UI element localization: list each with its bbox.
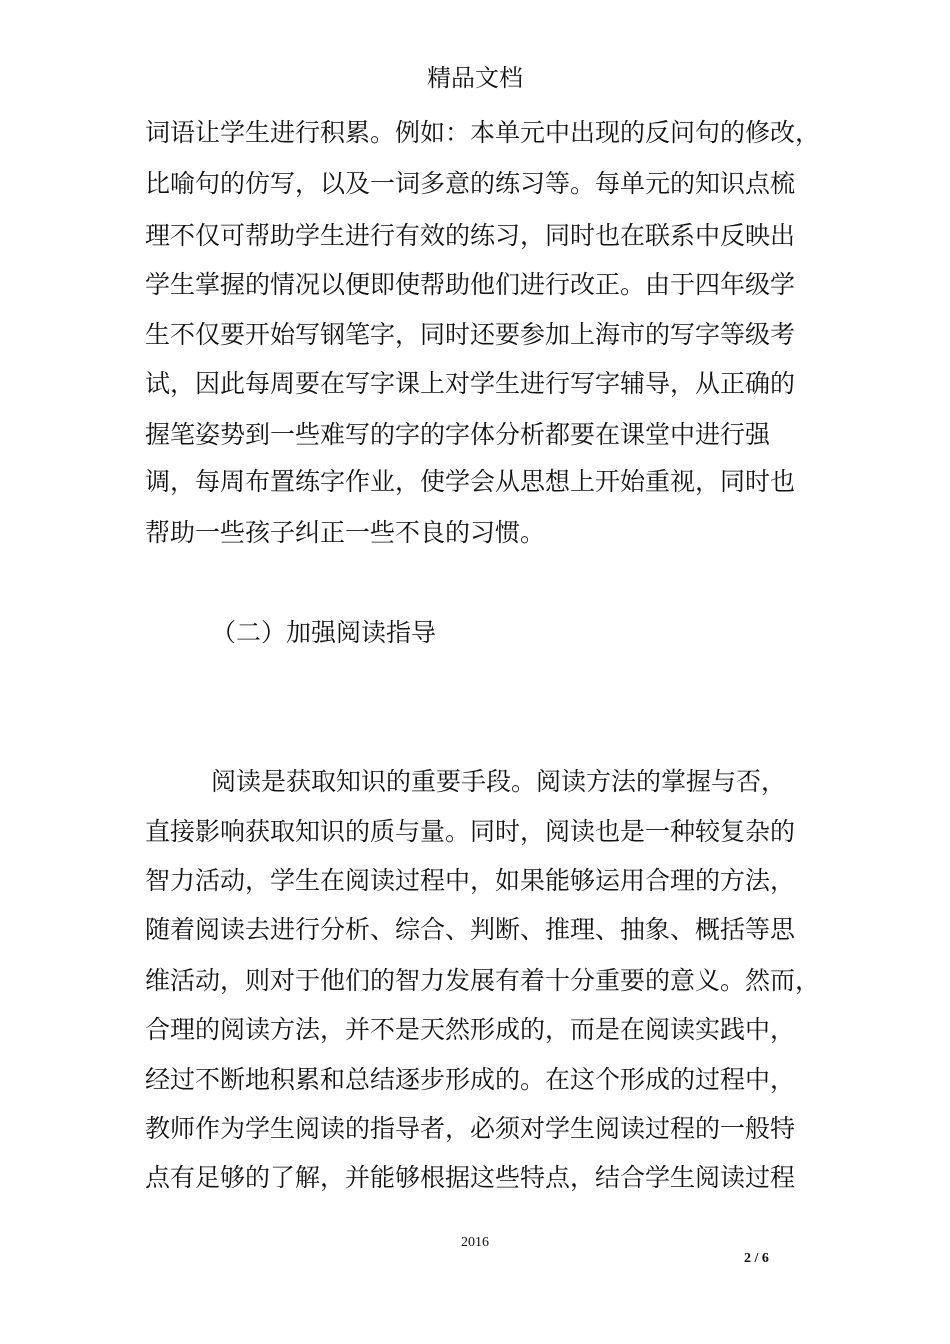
page-number: 2 / 6 [744, 1251, 769, 1266]
text-line: 教师作为学生阅读的指导者，必须对学生阅读过程的一般特 [145, 1114, 796, 1143]
section-heading: （二）加强阅读指导 [211, 618, 437, 647]
text-line: 握笔姿势到一些难写的字的字体分析都要在课堂中进行强 [145, 420, 771, 449]
text-line: 点有足够的了解，并能够根据这些特点，结合学生阅读过程 [145, 1163, 796, 1192]
text-line: 生不仅要开始写钢笔字，同时还要参加上海市的写字等级考 [145, 320, 796, 349]
text-line: 阅读是获取知识的重要手段。阅读方法的掌握与否， [211, 767, 787, 796]
text-line: 试，因此每周要在写字课上对学生进行写字辅导，从正确的 [145, 369, 796, 398]
text-line: 合理的阅读方法，并不是天然形成的，而是在阅读实践中， [145, 1015, 796, 1044]
footer-year: 2016 [461, 1235, 489, 1250]
text-line: 经过不断地积累和总结逐步形成的。在这个形成的过程中， [145, 1065, 796, 1094]
text-line: 智力活动，学生在阅读过程中，如果能够运用合理的方法， [145, 866, 796, 895]
document-header: 精品文档 [427, 64, 523, 92]
text-line: 理不仅可帮助学生进行有效的练习，同时也在联系中反映出 [145, 221, 796, 250]
text-line: 随着阅读去进行分析、综合、判断、推理、抽象、概括等思 [145, 915, 796, 944]
text-line: 词语让学生进行积累。例如：本单元中出现的反问句的修改， [145, 118, 821, 147]
text-line: 学生掌握的情况以便即使帮助他们进行改正。由于四年级学 [145, 270, 796, 299]
text-line: 维活动，则对于他们的智力发展有着十分重要的意义。然而， [145, 966, 821, 995]
text-line: 帮助一些孩子纠正一些不良的习惯。 [145, 518, 546, 547]
text-line: 直接影响获取知识的质与量。同时，阅读也是一种较复杂的 [145, 817, 796, 846]
text-line: 调，每周布置练字作业，使学会从思想上开始重视，同时也 [145, 467, 796, 496]
text-line: 比喻句的仿写，以及一词多意的练习等。每单元的知识点梳 [145, 169, 796, 198]
